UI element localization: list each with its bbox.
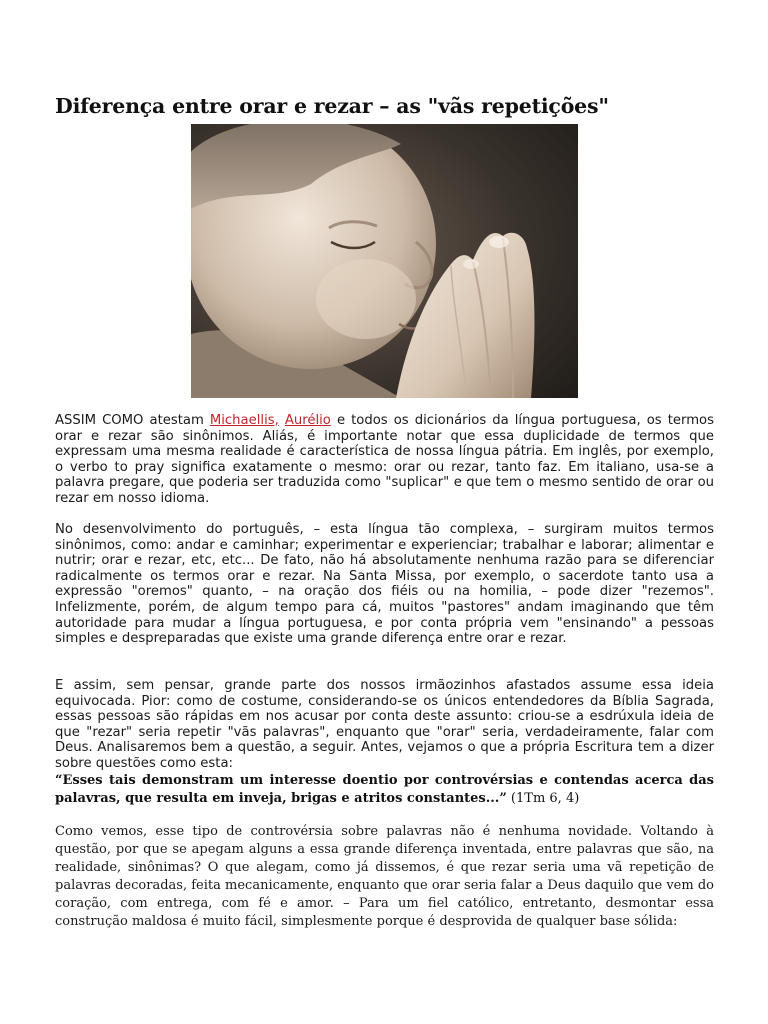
paragraph-3: E assim, sem pensar, grande parte dos nossos irmãozinhos afastados assume essa ideia equivocada. Pior: como de costume, considerando-se os únicos entendedores da Bíblia Sagrada, essas pessoas são rápidas em nos acusar por conta deste assunto: criou-se a esdrúxula ideia de que "rezar" seria repetir "vãs palavras", enquanto que "orar" seria, verdadeiramente, falar com Deus. Analisaremos bem a questão, a seguir. Antes, vejamos o que a própria Escritura tem a dizer sobre questões como esta: — [55, 678, 714, 771]
link-michaellis[interactable]: Michaellis, — [209, 413, 279, 428]
paragraph-2: No desenvolvimento do português, – esta língua tão complexa, – surgiram muitos termos sinônimos, como: andar e caminhar; experimentar e experienciar; trabalhar e laborar; alimentar e nutrir; orar e rezar, etc, etc... De fato, não há absolutamente nenhuma razão para se diferenciar radicalmente os termos orar e rezar. Na Santa Missa, por exemplo, o sacerdote tanto usa a expressão "oremos" quanto, – na oração dos fiéis ou na homilia, – pode dizer "rezemos". Infelizmente, porém, de algum tempo para cá, muitos "pastores" andam imaginando que têm autoridade para mudar a língua portuguesa, e por conta própria vem "ensinando" a pessoas simples e despreparadas que existe uma grande diferença entre orar e rezar. — [55, 522, 714, 647]
article-title: Diferença entre orar e rezar – as "vãs repetições" — [55, 94, 609, 118]
paragraph-1-lead: ASSIM COMO atestam — [55, 413, 210, 428]
link-aurelio[interactable]: Aurélio — [284, 413, 331, 428]
quote-reference: (1Tm 6, 4) — [506, 791, 580, 806]
quote-text: “Esses tais demonstram um interesse doentio por controvérsias e contendas acerca das palavras, que resulta em inveja, brigas e atritos constantes...” — [55, 773, 714, 806]
paragraph-1 — [55, 413, 714, 507]
paragraph-4: Como vemos, esse tipo de controvérsia sobre palavras não é nenhuma novidade. Voltando à questão, por que se apegam alguns a essa grande diferença inventada, entre palavras que são, na realidade, sinônimas? O que alegam, como já dissemos, é que rezar seria uma vã repetição de palavras decoradas, feita mecanicamente, enquanto que orar seria falar a Deus daquilo que vem do coração, com entrega, com fé e amor. – Para um fiel católico, entretanto, desmontar essa construção maldosa é muito fácil, simplesmente porque é desprovida de qualquer base sólida: — [55, 824, 714, 929]
scripture-quote — [55, 772, 714, 808]
paragraph-1-body: e todos os dicionários da língua portuguesa, os termos orar e rezar são sinônimos. Aliás, é importante notar que essa duplicidade de termos que expressam uma mesma realidade é característica de nossa língua pátria. Em inglês, por exemplo, o verbo to pray significa exatamente o mesmo: orar ou rezar, tanto faz. Em italiano, usa-se a palavra pregare, que poderia ser traduzida como "suplicar" e que tem o mesmo sentido de orar ou rezar em nosso idioma. — [55, 413, 714, 506]
praying-child-photo — [191, 124, 578, 398]
